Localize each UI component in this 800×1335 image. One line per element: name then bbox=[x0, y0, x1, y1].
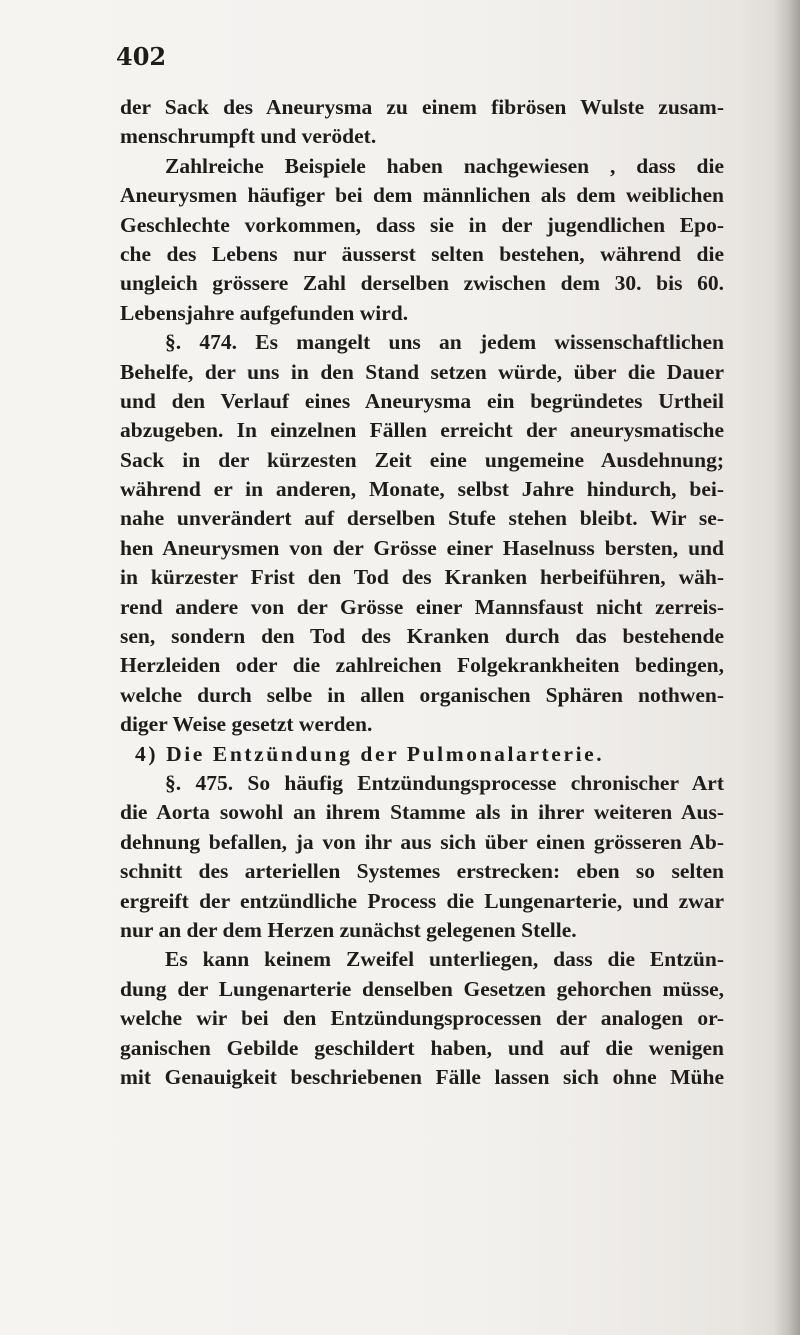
text-line: Sack in der kürzesten Zeit eine ungemeine Ausdehnung; bbox=[120, 447, 724, 472]
text-line: schnitt des arteriellen Systemes erstrecken: eben so selten bbox=[120, 859, 724, 884]
text-line: welche wir bei den Entzündungsprocessen der analogen or- bbox=[120, 1006, 724, 1031]
body-text bbox=[120, 93, 724, 1092]
section-474-start: §. 474. Es mangelt uns an jedem wissenschaftlichen bbox=[165, 330, 724, 355]
text-line: die Aorta sowohl an ihrem Stamme als in ihrer weiteren Aus- bbox=[120, 800, 724, 825]
text-line: in kürzester Frist den Tod des Kranken herbeiführen, wäh- bbox=[120, 565, 724, 590]
text-line: Aneurysmen häufiger bei dem männlichen als dem weiblichen bbox=[120, 183, 724, 208]
text-line: mit Genauigkeit beschriebenen Fälle lassen sich ohne Mühe bbox=[120, 1064, 724, 1089]
text-line: rend andere von der Grösse einer Mannsfaust nicht zerreis- bbox=[120, 594, 724, 619]
text-line: Geschlechte vorkommen, dass sie in der jugendlichen Epo- bbox=[120, 212, 724, 237]
text-line: welche durch selbe in allen organischen Sphären nothwen- bbox=[120, 682, 724, 707]
text-line: Es kann keinem Zweifel unterliegen, dass die Entzün- bbox=[165, 947, 724, 972]
page-number: 402 bbox=[116, 42, 167, 71]
text-line: ungleich grössere Zahl derselben zwischen dem 30. bis 60. bbox=[120, 271, 724, 296]
text-line: und den Verlauf eines Aneurysma ein begründetes Urtheil bbox=[120, 388, 724, 413]
text-line: menschrumpft und verödet. bbox=[120, 124, 377, 149]
text-line: che des Lebens nur äusserst selten bestehen, während die bbox=[120, 241, 724, 266]
section-475-start: §. 475. So häufig Entzündungsprocesse chronischer Art bbox=[165, 770, 724, 795]
page-edge-shadow bbox=[774, 0, 800, 1335]
text-line: dehnung befallen, ja von ihr aus sich über einen grösseren Ab- bbox=[120, 829, 724, 854]
section-heading: 4) Die Entzündung der Pulmonalarterie. bbox=[135, 741, 605, 766]
text-line: sen, sondern den Tod des Kranken durch das bestehende bbox=[120, 624, 724, 649]
text-line: Lebensjahre aufgefunden wird. bbox=[120, 300, 409, 325]
text-line: Herzleiden oder die zahlreichen Folgekrankheiten bedingen, bbox=[120, 653, 724, 678]
text-line: nahe unverändert auf derselben Stufe stehen bleibt. Wir se- bbox=[120, 506, 724, 531]
text-line: diger Weise gesetzt werden. bbox=[120, 712, 373, 737]
text-line: abzugeben. In einzelnen Fällen erreicht der aneurysmatische bbox=[120, 418, 724, 443]
text-line: hen Aneurysmen von der Grösse einer Haselnuss bersten, und bbox=[120, 535, 724, 560]
text-line: Behelfe, der uns in den Stand setzen würde, über die Dauer bbox=[120, 359, 724, 384]
text-line: der Sack des Aneurysma zu einem fibrösen Wulste zusam- bbox=[120, 95, 724, 119]
text-line: während er in anderen, Monate, selbst Jahre hindurch, bei- bbox=[120, 477, 724, 502]
text-line: dung der Lungenarterie denselben Gesetzen gehorchen müsse, bbox=[120, 976, 724, 1001]
text-line: Zahlreiche Beispiele haben nachgewiesen , dass die bbox=[165, 153, 724, 178]
text-line: nur an der dem Herzen zunächst gelegenen Stelle. bbox=[120, 917, 577, 942]
text-line: ganischen Gebilde geschildert haben, und auf die wenigen bbox=[120, 1035, 724, 1060]
text-line: ergreift der entzündliche Process die Lungenarterie, und zwar bbox=[120, 888, 724, 913]
